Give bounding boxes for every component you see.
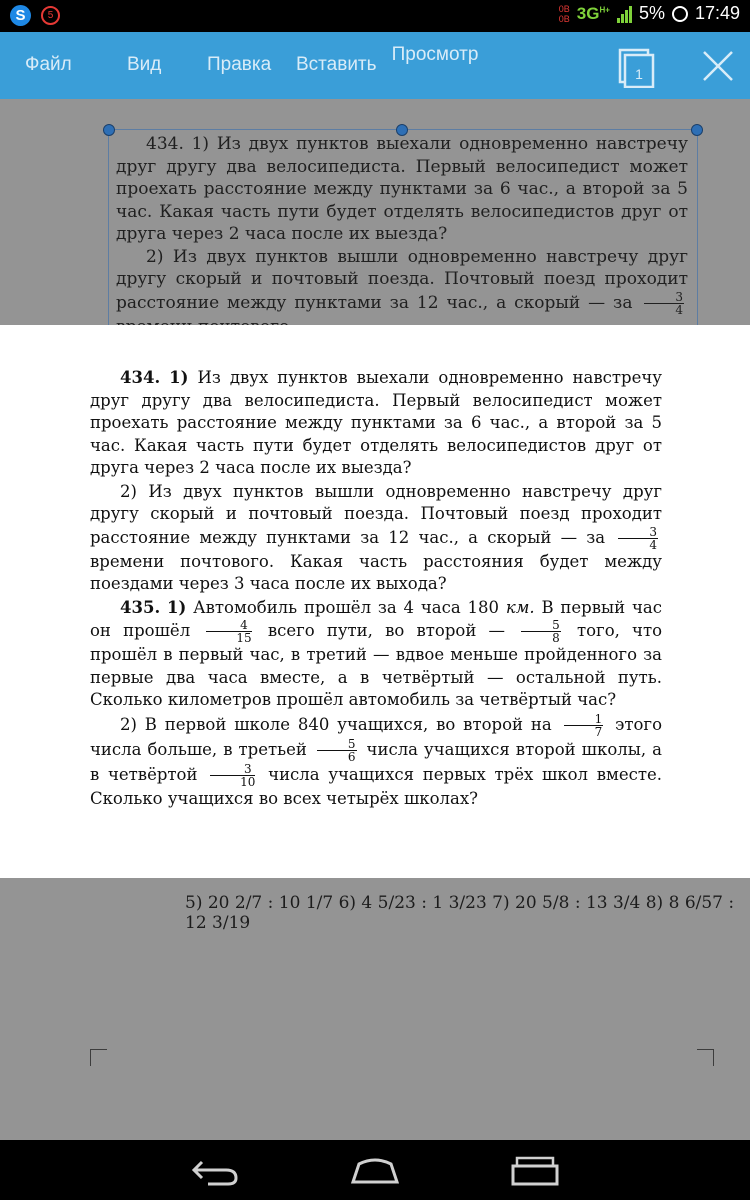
system-nav-bar: [0, 1140, 750, 1200]
background-text: 434. 1) Из двух пунктов выехали одновременно навстречу друг другу два велосипедиста. Первый велосипедист может проехать расстояние между пунктами за 6 час., а второй за 5 час. Какая часть пути будет отделять велосипедистов друг от друга через 2 часа после их выезда? 2) Из двух пунктов вышли одновременно навстречу друг другу скорый и почтовый поезда. Почтовый поезд проходит расстояние между пунктами за 12 час., а скорый — за $\frac{3}{4}$: [116, 134, 688, 317]
page-corner-mark: [697, 1049, 714, 1066]
data-traffic-indicator: 0B 0B: [558, 3, 570, 24]
problem-text: [90, 367, 662, 811]
fraction: $\frac{5}{8}$: [521, 619, 561, 644]
problem-434-1: 434. 1) Из двух пунктов выехали одновременно навстречу друг другу два велосипедиста. Первый велосипедист может проехать расстояние между пунктами за 6 час., а второй за 5 час. Какая часть пути будет отделять велосипедистов друг от друга через 2 часа после их выезда?: [90, 368, 662, 477]
fraction: $\frac{1}{7}$: [564, 713, 604, 738]
fraction: $\frac{3}{10}$: [210, 763, 255, 788]
problem-435-2: 2) В первой школе 840 учащихся, во второй на $\frac{1}{7}$ этого числа больше, в третьей $\frac{5}{6}$ числа учащихся второй школы, а в четвёртой $\frac{3}{10}$ числа учащихся первых трёх школ вместе. Сколько учащихся во всех четырёх школах?: [90, 711, 663, 808]
recent-apps-icon[interactable]: [505, 1152, 565, 1188]
menu-preview[interactable]: Просмотр: [391, 44, 479, 65]
network-type: $3G^{H+}$: [576, 3, 610, 23]
exercise-row: 5) 20 2/7 : 10 1/7 6) 4 5/23 : 1 3/23 7) 20 5/8 : 13 3/4 8) 8 6/57 : 12 3/19: [185, 893, 735, 933]
page-corner-mark: [90, 1049, 107, 1066]
menu-view[interactable]: Вид: [127, 54, 162, 75]
battery-icon: [672, 6, 688, 22]
problem-435-1: 435. 1) Автомобиль прошёл за 4 часа 180 км. В первый час он прошёл $\frac{4}{15}$ всего пути, во второй — $\frac{5}{8}$ того, что прошёл в первый час, в третий — вдвое меньше пройденного за первые два часа вместе, а в четвёртый — остальной путь. Сколько километров прошёл автомобиль за четвёртый час?: [90, 597, 663, 709]
fraction: $\frac{4}{15}$: [206, 619, 251, 644]
fraction: $\frac{5}{6}$: [317, 738, 357, 763]
status-bar: [0, 0, 750, 32]
fraction: $\frac{3}{4}$: [618, 526, 658, 551]
home-icon[interactable]: [345, 1152, 405, 1188]
close-icon[interactable]: [696, 44, 740, 88]
battery-percent: 5%: [638, 3, 665, 23]
pages-count: 1: [635, 66, 643, 82]
problem-434-2: 2) Из двух пунктов вышли одновременно навстречу друг другу скорый и почтовый поезда. Почтовый поезд проходит расстояние между пунктами за 12 час., а скорый — за $\frac{3}{4}$ времени почтового. Какая часть расстояния будет между поездами через 3 часа после их выхода?: [90, 481, 662, 593]
fraction: $\frac{3}{4}$: [644, 291, 684, 316]
menu-file[interactable]: Файл: [25, 54, 72, 75]
pages-icon[interactable]: [614, 44, 658, 88]
signal-icon: [617, 5, 632, 23]
zoomed-page-preview[interactable]: [0, 325, 750, 878]
resize-handle-tl[interactable]: [103, 124, 115, 136]
hidden-row-remnant: [145, 878, 705, 892]
s-app-icon: S: [10, 5, 31, 26]
menu-insert[interactable]: Вставить: [296, 54, 377, 75]
clock: 17:49: [694, 3, 740, 23]
back-icon[interactable]: [186, 1152, 246, 1188]
notification-badge: 5: [41, 6, 60, 25]
app-toolbar: [0, 32, 750, 99]
resize-handle-tr[interactable]: [691, 124, 703, 136]
menu-edit[interactable]: Правка: [207, 54, 272, 75]
